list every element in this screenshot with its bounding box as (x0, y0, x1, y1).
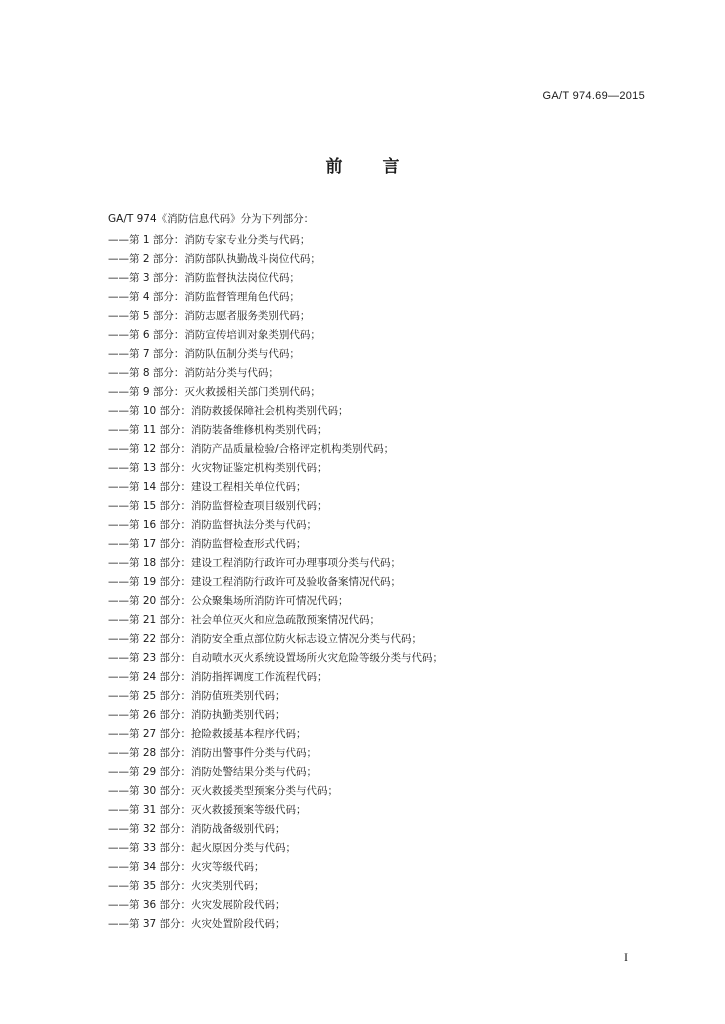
part-list-item: ——第 4 部分：消防监督管理角色代码； (108, 291, 300, 303)
part-list-item: ——第 28 部分：消防出警事件分类与代码； (108, 747, 318, 759)
part-list-item: ——第 29 部分：消防处警结果分类与代码； (108, 766, 318, 778)
title-char-1: 前 (325, 157, 343, 177)
part-list-item: ——第 27 部分：抢险救援基本程序代码； (108, 728, 307, 740)
part-list-item: ——第 23 部分：自动喷水灭火系统设置场所火灾危险等级分类与代码； (108, 652, 444, 664)
part-list-item: ——第 26 部分：消防执勤类别代码； (108, 709, 286, 721)
part-list-item: ——第 32 部分：消防战备级别代码； (108, 823, 286, 835)
part-list-item: ——第 21 部分：社会单位灭火和应急疏散预案情况代码； (108, 614, 381, 626)
part-list-item: ——第 30 部分：灭火救援类型预案分类与代码； (108, 785, 339, 797)
part-list-item: ——第 24 部分：消防指挥调度工作流程代码； (108, 671, 328, 683)
part-list-item: ——第 22 部分：消防安全重点部位防火标志设立情况分类与代码； (108, 633, 423, 645)
part-list-item: ——第 2 部分：消防部队执勤战斗岗位代码； (108, 253, 321, 265)
part-list-item: ——第 12 部分：消防产品质量检验/合格评定机构类别代码； (108, 443, 395, 455)
part-list-item: ——第 8 部分：消防站分类与代码； (108, 367, 279, 379)
part-list-item: ——第 20 部分：公众聚集场所消防许可情况代码； (108, 595, 349, 607)
part-list-item: ——第 13 部分：火灾物证鉴定机构类别代码； (108, 462, 328, 474)
part-list-item: ——第 5 部分：消防志愿者服务类别代码； (108, 310, 311, 322)
part-list-item: ——第 37 部分：火灾处置阶段代码； (108, 918, 286, 930)
intro-text: GA/T 974《消防信息代码》分为下列部分： (108, 213, 315, 225)
part-list-item: ——第 14 部分：建设工程相关单位代码； (108, 481, 307, 493)
part-list-item: ——第 10 部分：消防救援保障社会机构类别代码； (108, 405, 349, 417)
parts-list (108, 231, 443, 934)
part-list-item: ——第 3 部分：消防监督执法岗位代码； (108, 272, 300, 284)
page-number: I (624, 950, 628, 964)
part-list-item: ——第 7 部分：消防队伍制分类与代码； (108, 348, 300, 360)
page-title (0, 152, 725, 177)
part-list-item: ——第 25 部分：消防值班类别代码； (108, 690, 286, 702)
standard-number: GA/T 974.69—2015 (542, 90, 645, 102)
title-char-2: 言 (382, 157, 400, 177)
part-list-item: ——第 35 部分：火灾类别代码； (108, 880, 265, 892)
part-list-item: ——第 31 部分：灭火救援预案等级代码； (108, 804, 307, 816)
part-list-item: ——第 34 部分：火灾等级代码； (108, 861, 265, 873)
part-list-item: ——第 15 部分：消防监督检查项目级别代码； (108, 500, 328, 512)
part-list-item: ——第 33 部分：起火原因分类与代码； (108, 842, 297, 854)
part-list-item: ——第 1 部分：消防专家专业分类与代码； (108, 234, 311, 246)
part-list-item: ——第 19 部分：建设工程消防行政许可及验收备案情况代码； (108, 576, 402, 588)
part-list-item: ——第 18 部分：建设工程消防行政许可办理事项分类与代码； (108, 557, 402, 569)
part-list-item: ——第 16 部分：消防监督执法分类与代码； (108, 519, 318, 531)
part-list-item: ——第 9 部分：灭火救援相关部门类别代码； (108, 386, 321, 398)
part-list-item: ——第 6 部分：消防宣传培训对象类别代码； (108, 329, 321, 341)
part-list-item: ——第 17 部分：消防监督检查形式代码； (108, 538, 307, 550)
part-list-item: ——第 11 部分：消防装备维修机构类别代码； (108, 424, 328, 436)
part-list-item: ——第 36 部分：火灾发展阶段代码； (108, 899, 286, 911)
